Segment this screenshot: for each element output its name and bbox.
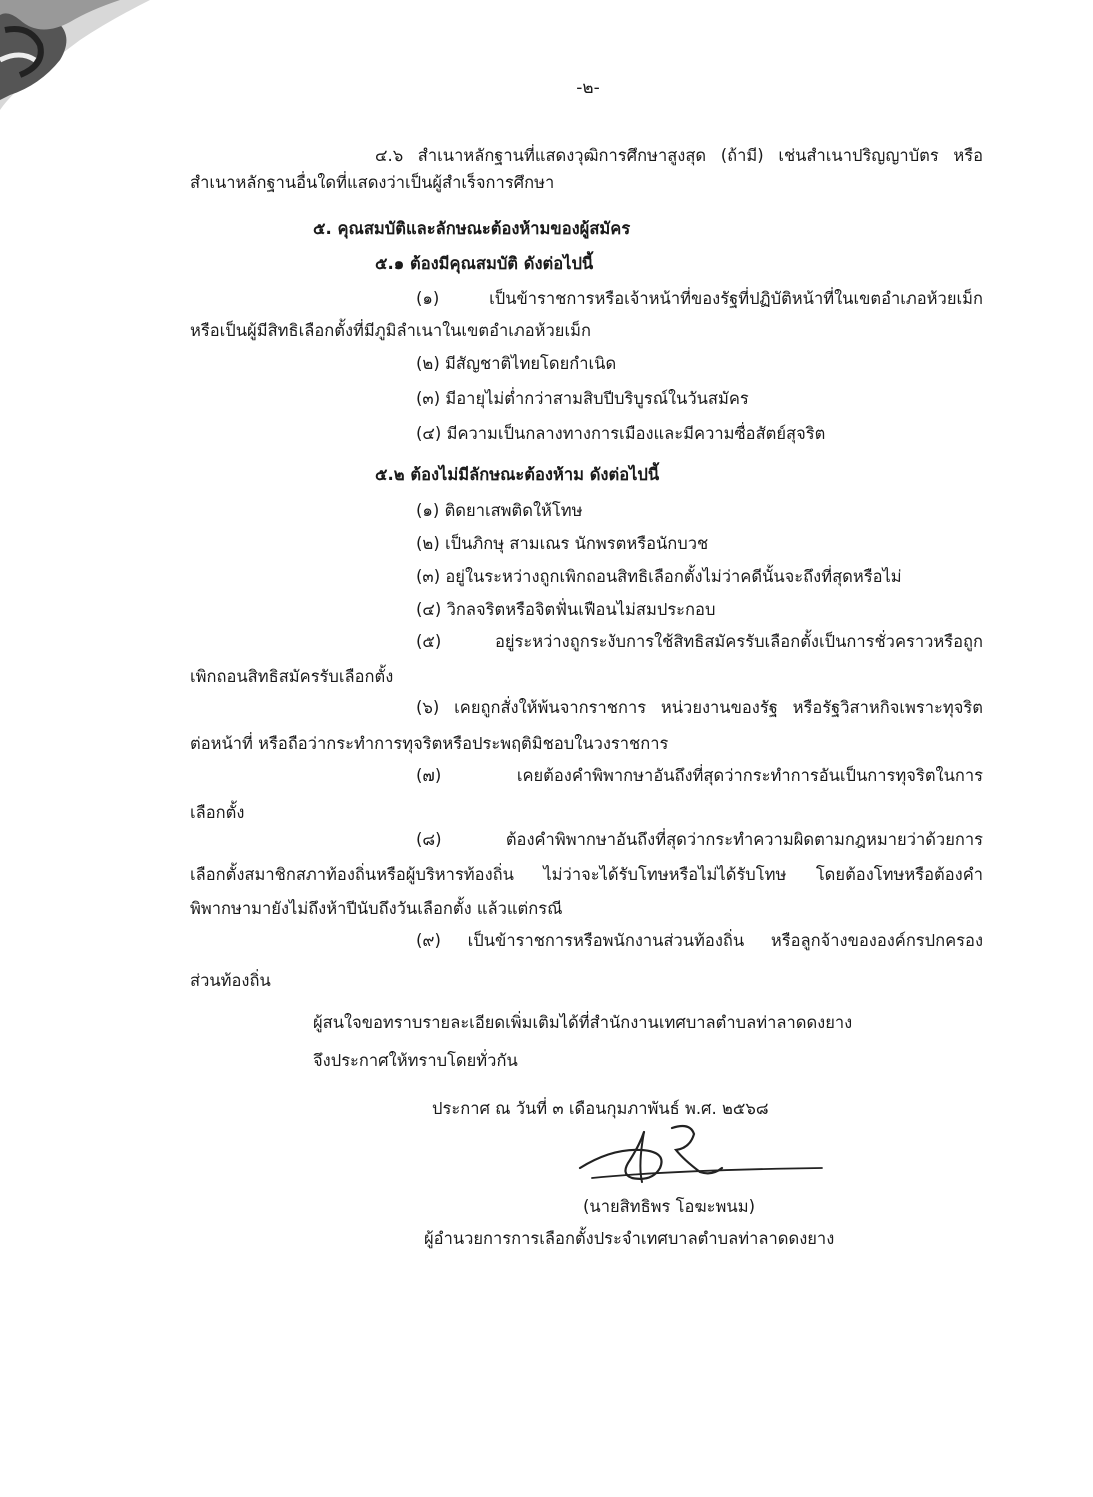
- list-item: เลือกตั้งสมาชิกสภาท้องถิ่นหรือผู้บริหารท้องถิ่น ไม่ว่าจะได้รับโทษหรือไม่ได้รับโทษ โดยต้องโทษหรือต้องคำ: [190, 865, 983, 884]
- section-5-1-heading: ๕.๑ ต้องมีคุณสมบัติ ดังต่อไปนี้: [375, 254, 594, 273]
- list-item: พิพากษามายังไม่ถึงห้าปีนับถึงวันเลือกตั้ง แล้วแต่กรณี: [190, 899, 563, 918]
- list-item: (๓) อยู่ในระหว่างถูกเพิกถอนสิทธิเลือกตั้งไม่ว่าคดีนั้นจะถึงที่สุดหรือไม่: [416, 567, 902, 586]
- list-item: (๔) มีความเป็นกลางทางการเมืองและมีความซื่อสัตย์สุจริต: [416, 424, 826, 443]
- list-item: (๒) มีสัญชาติไทยโดยกำเนิด: [416, 354, 617, 373]
- item-4-6-line1: ๔.๖ สำเนาหลักฐานที่แสดงวุฒิการศึกษาสูงสุด (ถ้ามี) เช่นสำเนาปริญญาบัตร หรือ: [375, 146, 983, 165]
- signer-name: (นายสิทธิพร โอฆะพนม): [583, 1197, 756, 1216]
- list-item: (๘) ต้องคำพิพากษาอันถึงที่สุดว่ากระทำความผิดตามกฎหมายว่าด้วยการ: [416, 830, 983, 849]
- page-number: -๒-: [576, 78, 600, 98]
- signer-title: ผู้อำนวยการการเลือกตั้งประจำเทศบาลตำบลท่าลาดดงยาง: [424, 1229, 835, 1248]
- list-item: (๒) เป็นภิกษุ สามเณร นักพรตหรือนักบวช: [416, 534, 709, 553]
- list-item: (๖) เคยถูกสั่งให้พ้นจากราชการ หน่วยงานของรัฐ หรือรัฐวิสาหกิจเพราะทุจริต: [416, 698, 983, 717]
- list-item: หรือเป็นผู้มีสิทธิเลือกตั้งที่มีภูมิลำเนาในเขตอำเภอห้วยเม็ก: [190, 321, 591, 340]
- list-item: (๑) เป็นข้าราชการหรือเจ้าหน้าที่ของรัฐที่ปฏิบัติหน้าที่ในเขตอำเภอห้วยเม็ก: [416, 289, 983, 308]
- section-5-2-heading: ๕.๒ ต้องไม่มีลักษณะต้องห้าม ดังต่อไปนี้: [375, 465, 660, 484]
- list-item: (๙) เป็นข้าราชการหรือพนักงานส่วนท้องถิ่น หรือลูกจ้างขององค์กรปกครอง: [416, 931, 983, 950]
- list-item: (๔) วิกลจริตหรือจิตฟั่นเฟือนไม่สมประกอบ: [416, 600, 716, 619]
- item-4-6-line2: สำเนาหลักฐานอื่นใดที่แสดงว่าเป็นผู้สำเร็จการศึกษา: [190, 173, 555, 192]
- list-item: (๑) ติดยาเสพติดให้โทษ: [416, 501, 583, 520]
- closing-inquiry: ผู้สนใจขอทราบรายละเอียดเพิ่มเติมได้ที่สำนักงานเทศบาลตำบลท่าลาดดงยาง: [313, 1013, 853, 1032]
- section-5-heading: ๕. คุณสมบัติและลักษณะต้องห้ามของผู้สมัคร: [313, 219, 631, 238]
- corner-scan-artifact: [0, 0, 180, 140]
- announcement-date: ประกาศ ณ วันที่ ๓ เดือนกุมภาพันธ์ พ.ศ. ๒๕๖๘: [432, 1099, 769, 1118]
- list-item: ส่วนท้องถิ่น: [190, 971, 271, 990]
- handwritten-signature: [572, 1120, 832, 1200]
- list-item: ต่อหน้าที่ หรือถือว่ากระทำการทุจริตหรือประพฤติมิชอบในวงราชการ: [190, 734, 669, 753]
- list-item: (๗) เคยต้องคำพิพากษาอันถึงที่สุดว่ากระทำการอันเป็นการทุจริตในการ: [416, 766, 983, 785]
- list-item: (๕) อยู่ระหว่างถูกระงับการใช้สิทธิสมัครรับเลือกตั้งเป็นการชั่วคราวหรือถูก: [416, 632, 983, 651]
- list-item: เพิกถอนสิทธิสมัครรับเลือกตั้ง: [190, 667, 394, 686]
- closing-announce: จึงประกาศให้ทราบโดยทั่วกัน: [313, 1051, 518, 1070]
- list-item: (๓) มีอายุไม่ต่ำกว่าสามสิบปีบริบูรณ์ในวันสมัคร: [416, 389, 749, 408]
- list-item: เลือกตั้ง: [190, 803, 245, 822]
